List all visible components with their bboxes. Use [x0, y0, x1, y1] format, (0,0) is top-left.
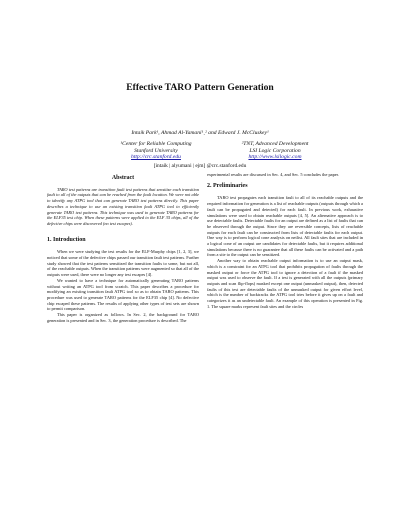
abstract-text: TARO test patterns are transition fault test patterns that sensitize each transition fault to all of the outputs that can be reached from the fault location. We were not able to identify any ATPG tool that can generate TARO test patterns directly. This paper describes a technique to use an existing transition fault ATPG tool to efficiently generate TARO test patterns. This technique was used to generate TARO patterns for the ELF35 test chip. When these patterns were applied to the ELF 35 chips, all of the defective chips were discovered (no test escapes). [47, 186, 199, 226]
left-column [47, 172, 199, 323]
intro-paragraph-2: We wanted to have a technique for automatically generating TARO patterns without writing an ATPG tool from scratch. This paper describes a procedure for modifying an existing transition fault ATPG tool so as to obtain TARO patterns. This procedure was used to generate TARO patterns for the ELF35 chip [4]. No defective chip escaped these patterns. The results of applying other types of test sets are shown to permit comparison. [47, 277, 199, 312]
intro-paragraph-1: When we were studying the test results for the ELF-Murphy chips [1, 2, 3], we noticed that some of the defective chips passed our transition fault test patterns. Further study showed that the test patterns sensitized the transition faults to some, but not all, of the reachable outputs. When the transition patterns were augmented so that all of the outputs were used, there were no longer any test escapes [4]. [47, 249, 199, 278]
section-continuation: experimental results are discussed in Sec. 4, and Sec. 5 concludes the paper. [207, 172, 339, 177]
intro-paragraph-3: This paper is organized as follows. In Sec. 2, the background for TARO generation is presented and in Sec. 3, the generation procedure is described. The [47, 312, 199, 323]
affiliation-right-company: LSI Logic Corporation [249, 147, 301, 154]
affiliation-right [210, 141, 340, 161]
affiliation-left [96, 141, 216, 161]
right-column [207, 172, 363, 309]
author-emails: [intaik | alyumani | ejm] @crc.stanford.edu [153, 163, 247, 169]
affiliation-left-university: Stanford University [134, 147, 178, 154]
paper-authors: Intaik Park¹, Ahmad Al-Yamani¹ˎ² and Edward J. McCluskey¹ [131, 130, 269, 136]
affiliation-right-name: ²TNT, Advanced Development [241, 141, 309, 147]
preliminaries-paragraph-2: Another way to obtain reachable output information is to use an output mask, which is a constraint for an ATPG tool that prohibits propagation of faults through the masked output or force the ATPG tool to ignore a detection of a fault if the masked output was used to observe the fault. If a test is generated with all the outputs (primary outputs and scan flip-flops) masked except one output (unmasked output), then, detected faults of this test are detectable faults of the unmasked output for given effort level, which is the number of backtracks the ATPG tool tries before it gives up on a fault and categorizes it as an undetectable fault. An example of this operation is presented in Fig. 1. The square marks represent fault sites and the circles [207, 258, 363, 309]
affiliation-left-name: ¹Center for Reliable Computing [120, 141, 192, 147]
paper-title: Effective TARO Pattern Generation [126, 82, 274, 93]
intro-heading: 1. Introduction [47, 236, 86, 243]
affiliation-left-url[interactable]: http://crc.stanford.edu [131, 154, 181, 161]
affiliation-right-url[interactable]: http://www.lsilogic.com [248, 154, 302, 161]
preliminaries-paragraph-1: TARO test propagates each transition fault to all of its reachable outputs and the required information for generation is a list of reachable outputs (outputs through which a fault can be propagated and detected) for each fault. In previous work, exhaustive simulations were used to obtain reachable outputs [4, 5]. An alternative approach is to use detectable faults. Detectable faults for an output are defined as a list of faults that can be observed through the output. Since they are reversible concepts, lists of reachable outputs for each fault can be constructed from lists of detectable faults for each output. One way is to perform logical cone analysis on netlist. All fault sites that are included in a logical cone of an output are candidates for detectable faults, but it requires additional simulations because there is no guarantee that all these faults can be activated and a path from a site to the output can be sensitized. [207, 195, 363, 258]
abstract-heading: Abstract [111, 175, 135, 181]
preliminaries-heading: 2. Preliminaries [207, 182, 248, 189]
